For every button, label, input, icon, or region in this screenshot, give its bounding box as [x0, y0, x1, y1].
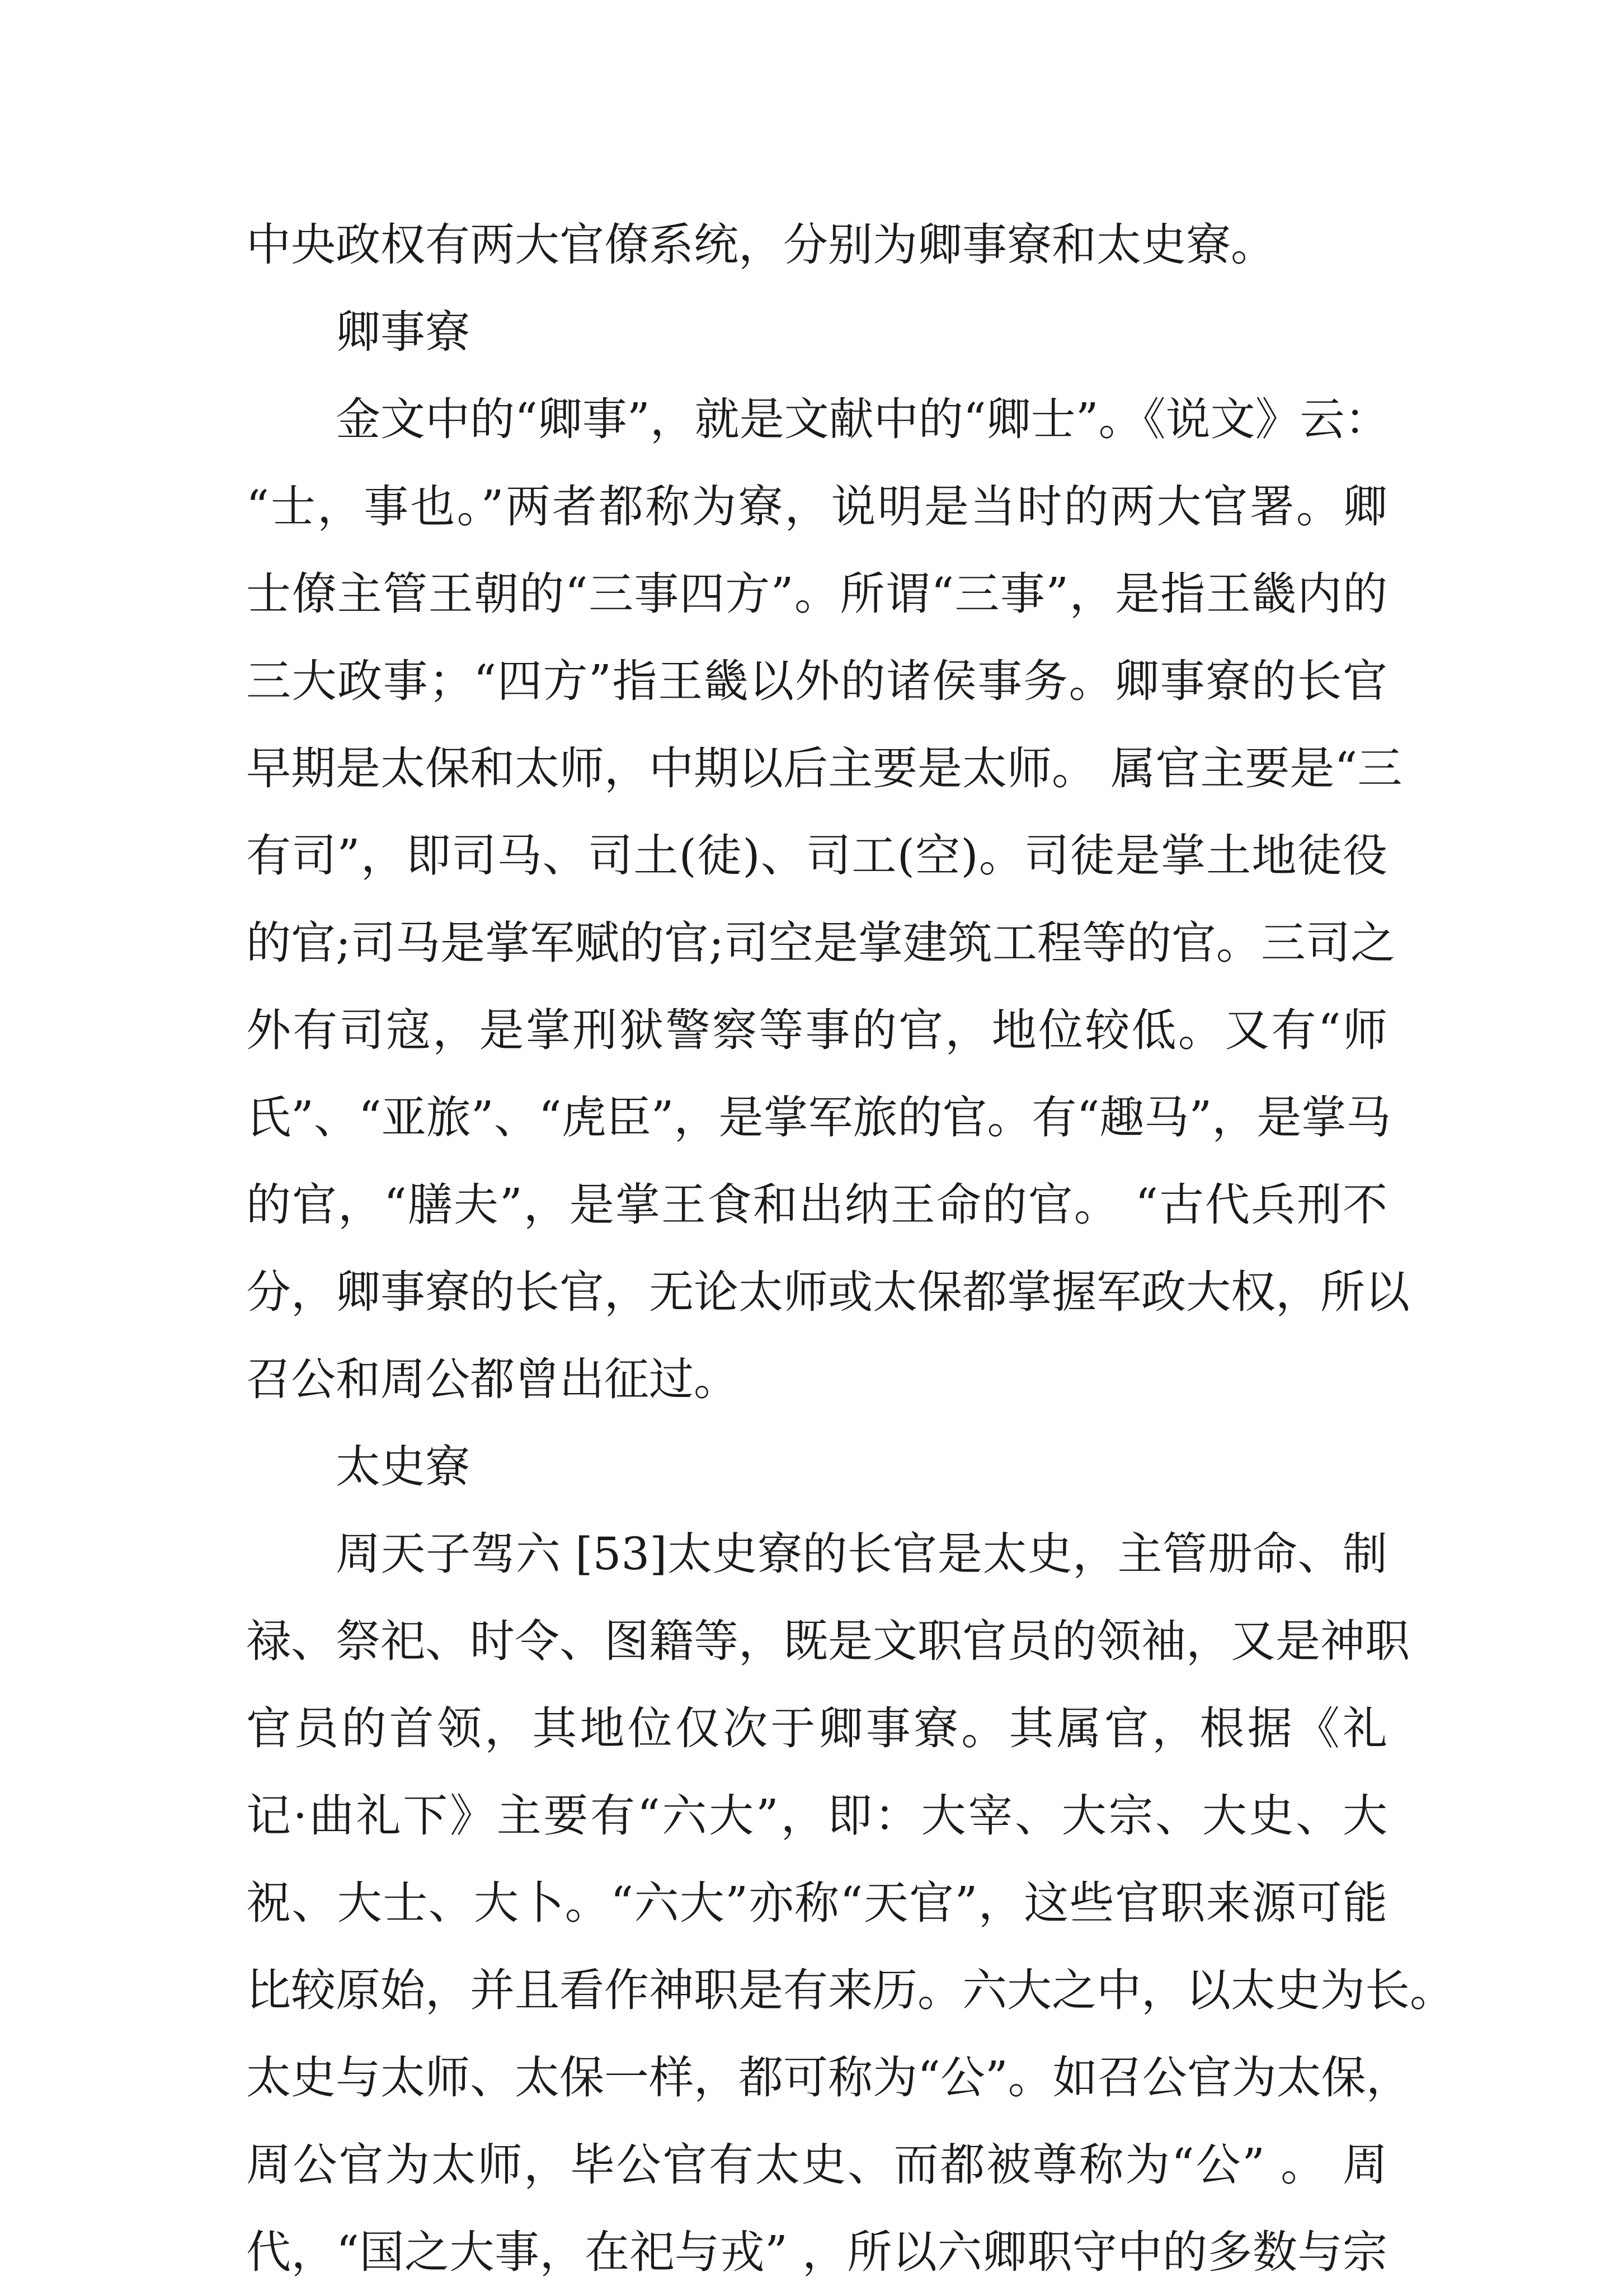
text-line: 氏”、“亚旅”、“虎臣”，是掌军旅的官。有“趣马”，是掌马: [246, 1091, 1391, 1144]
text-line: 官员的首领，其地位仅次于卿事寮。其属官，根据《礼: [246, 1702, 1387, 1754]
paragraph-first-line: 金文中的“卿事”，就是文献中的“卿士”。《说文》云：: [336, 393, 1390, 445]
text-line: 祝、大士、大卜。“六大”亦称“天官”，这些官职来源可能: [246, 1877, 1387, 1929]
section-heading: 太史寮: [336, 1441, 470, 1493]
text-line: 的官，“膳夫”，是掌王食和出纳王命的官。 “古代兵刑不: [246, 1179, 1387, 1231]
section-heading: 卿事寮: [336, 306, 470, 358]
text-line: 有司”，即司马、司土(徒)、司工(空)。司徒是掌土地徒役: [246, 830, 1387, 882]
text-line: “士，事也。”两者都称为寮，说明是当时的两大官署。卿: [246, 481, 1387, 533]
text-line: 士僚主管王朝的“三事四方”。所谓“三事”，是指王畿内的: [246, 568, 1387, 620]
text-line: 中央政权有两大官僚系统，分别为卿事寮和太史寮。: [246, 219, 1276, 271]
text-line: 外有司寇，是掌刑狱警察等事的官，地位较低。又有“师: [246, 1004, 1387, 1056]
text-line: 周公官为太师，毕公官有太史、而都被尊称为“公” 。 周: [246, 2139, 1387, 2191]
paragraph-first-line: 周天子驾六 [53]太史寮的长官是太史，主管册命、制: [336, 1528, 1387, 1580]
text-line: 禄、祭祀、时令、图籍等，既是文职官员的领袖，又是神职: [246, 1615, 1410, 1667]
body-text: [246, 201, 1455, 2296]
text-line: 三大政事；“四方”指王畿以外的诸侯事务。卿事寮的长官: [246, 655, 1387, 707]
text-line: 分，卿事寮的长官，无论太师或太保都掌握军政大权，所以: [246, 1266, 1410, 1318]
text-line: 早期是太保和太师，中期以后主要是太师。 属官主要是“三: [246, 742, 1402, 794]
text-line: 代，“国之大事，在祀与戎” ，所以六卿职守中的多数与宗: [246, 2226, 1387, 2278]
text-line: 的官;司马是掌军赋的官;司空是掌建筑工程等的官。三司之: [246, 917, 1395, 969]
text-line: 比较原始，并且看作神职是有来历。六大之中，以太史为长。: [246, 1964, 1455, 2016]
text-line: 太史与太师、太保一样，都可称为“公”。如召公官为太保，: [246, 2052, 1411, 2104]
text-line: 记·曲礼下》主要有“六大”，即：大宰、大宗、大史、大: [246, 1790, 1387, 1842]
text-line: 召公和周公都曾出征过。: [246, 1353, 738, 1405]
